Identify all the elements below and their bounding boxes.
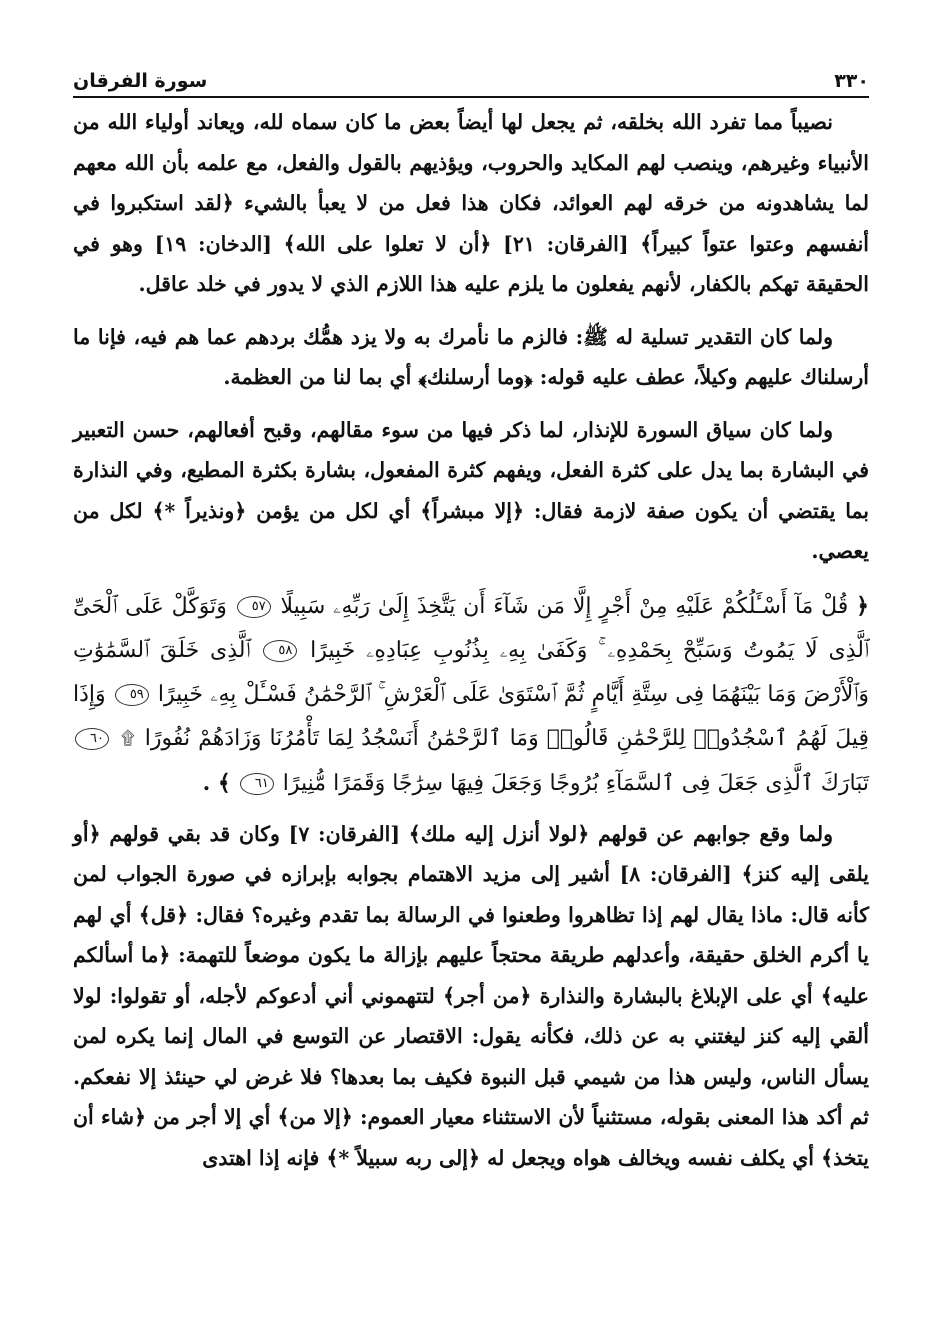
text-line: المعنى بقوله، مستثنياً لأن الاستثناء معيار العموم: ﴿إلا من﴾ أي إلا أجر من ﴿شاء أن — [73, 1105, 775, 1129]
text-line: ﴿من أجر﴾ لتتهموني أني أدعوكم لأجله، أو تقولوا: لولا ألقي إليه كنز ليغتني به عن — [73, 983, 869, 1048]
surah-title: سورة الفرقان — [73, 70, 208, 92]
page-number: ٣٣٠ — [834, 70, 869, 92]
paragraph-2 — [73, 317, 869, 398]
text-line: يتخذ﴾ أي يكلف نفسه ويخالف هواه ويجعل له ﴿إلى ربه سبيلاً *﴾ فإنه إذا اهتدى — [202, 1145, 869, 1170]
verse-number-marker: ٦٠ — [75, 728, 109, 750]
book-page — [73, 58, 869, 1190]
verse-number-marker: ٥٧ — [237, 596, 271, 618]
paragraph-4 — [73, 814, 869, 1179]
text-line: المطيع، وفي النذارة بما يقتضي أن يكون صفة لازمة فقال: ﴿إلا مبشراً﴾ أي لكل من — [73, 458, 870, 523]
quran-verse-text: ٱلَّذِى خَلَقَ ٱلسَّمَٰوَٰتِ وَٱلْأَرْضَ وَمَا بَيْنَهُمَا فِى سِتَّةِ أَيَّامٍ ثُمَّ ٱسْتَوَىٰ عَلَى ٱلْعَرْشِ ۚ ٱلرَّحْمَٰنُ فَسْـَٔلْ بِهِۦ خَبِيرًا — [73, 637, 869, 707]
paragraph-1 — [73, 102, 869, 305]
text-line: هذا من شيمي قبل النبوة فكيف بما بعدها؟ فلا غرض لي حينئذ إلا نفعكم. ثم أكد هذا — [73, 1064, 869, 1129]
text-line: ولما كان سياق السورة للإنذار، لما ذكر فيها من سوء مقالهم، وقبح أفعالهم، — [187, 417, 834, 442]
text-line: من الأنبياء وغيرهم، وينصب لهم المكايد والحروب، ويؤذيهم بالقول والفعل، مع — [73, 110, 869, 175]
text-line: علمه بأن الله معهم لما يشاهدونه من خرقه لهم العوائد، فكان هذا فعل من لا يعبأ — [73, 150, 869, 215]
text-line: بإزالة ما يكون موضعاً للتهمة: ﴿ما أسألكم عليه﴾ أي على الإبلاغ بالبشارة والنذارة — [73, 943, 870, 1008]
text-line: اللازم الذي لا يدور في خلد عاقل. — [138, 272, 423, 296]
text-line: بالشيء ﴿لقد استكبروا في أنفسهم وعتوا عتواً كبيراً﴾ [الفرقان: ٢١] ﴿أن لا تعلوا على — [73, 191, 869, 256]
quran-verse-text: وَإِذَا قِيلَ لَهُمُ ٱسْجُدُوا۟ لِلرَّحْمَٰنِ قَالُوا۟ وَمَا ٱلرَّحْمَٰنُ أَنَسْجُدُ لِمَا تَأْمُرُنَا وَزَادَهُمْ نُفُورًا — [73, 681, 870, 751]
text-line: ذلك، فكأنه يقول: الاقتصار عن التوسع في المال إنما يكره لمن يسأل الناس، وليس — [73, 1024, 870, 1089]
verse-number-marker: ٥٩ — [115, 684, 149, 706]
header-rule — [73, 96, 869, 98]
text-line: فيه، فإنا ما أرسلناك عليهم وكيلاً، عطف عليه قوله: ﴿وما أرسلنك﴾ أي بما لنا من — [73, 324, 869, 389]
page-header — [73, 58, 869, 92]
text-line: حسن التعبير في البشارة بما يدل على كثرة الفعل، ويفهم كثرة المفعول، بشارة بكثرة — [73, 417, 869, 482]
quran-open-bracket: ﴿ — [856, 592, 869, 619]
quran-verse-text: وَتَوَكَّلْ عَلَى ٱلْحَىِّ ٱلَّذِى لَا يَمُوتُ وَسَبِّحْ بِحَمْدِهِۦ ۚ وَكَفَىٰ بِهِۦ بِذُنُوبِ عِبَادِهِۦ خَبِيرًا — [73, 593, 870, 663]
text-line: ولما وقع جوابهم عن قولهم ﴿لولا أنزل إليه ملك﴾ [الفرقان: ٧] وكان قد بقي — [167, 821, 834, 846]
text-line: صورة الجواب لمن كأنه قال: ماذا يقال لهم إذا تظاهروا وطعنوا في الرسالة بما تقدم — [73, 862, 869, 927]
paragraph-3 — [73, 410, 869, 572]
verse-number-marker: ٥٨ — [263, 640, 297, 662]
text-line: العظمة. — [223, 365, 292, 389]
quran-close-bracket: ﴾ . — [202, 769, 231, 796]
quran-verse-text: قُلْ مَآ أَسْـَٔلُكُمْ عَلَيْهِ مِنْ أَجْرٍ إِلَّا مَن شَآءَ أَن يَتَّخِذَ إِلَىٰ رَبِّهِۦ سَبِيلًا — [280, 593, 849, 619]
text-line: نصيباً مما تفرد الله بخلقه، ثم يجعل لها أيضاً بعض ما كان سماه لله، ويعاند أولياء الله — [107, 110, 833, 134]
quran-verse-text: تَبَارَكَ ٱلَّذِى جَعَلَ فِى ٱلسَّمَآءِ بُرُوجًا وَجَعَلَ فِيهَا سِرَٰجًا وَقَمَرًا مُّنِيرًا — [282, 770, 869, 796]
text-line: وغيره؟ فقال: ﴿قل﴾ أي لهم يا أكرم الخلق حقيقة، وأعدلهم طريقة محتجاً عليهم — [73, 902, 869, 967]
text-line: الله﴾ [الدخان: ١٩] وهو في الحقيقة تهكم بالكفار، لأنهم يفعلون ما يلزم عليه هذا — [73, 231, 869, 296]
sajda-icon: ۩ — [121, 727, 135, 749]
text-line: قولهم ﴿أو يلقى إليه كنز﴾ [الفرقان: ٨] أشير إلى مزيد الاهتمام بجوابه بإبرازه في — [73, 821, 870, 886]
text-line: ولما كان التقدير تسلية له ﷺ: فالزم ما نأمرك به ولا يزد همُّك بردهم عما هم — [174, 324, 834, 349]
page-body — [73, 102, 869, 1178]
text-line: يؤمن ﴿ونذيراً *﴾ لكل من يعصي. — [73, 498, 869, 563]
verse-number-marker: ٦١ — [240, 773, 274, 795]
quran-verses-block — [73, 584, 869, 806]
